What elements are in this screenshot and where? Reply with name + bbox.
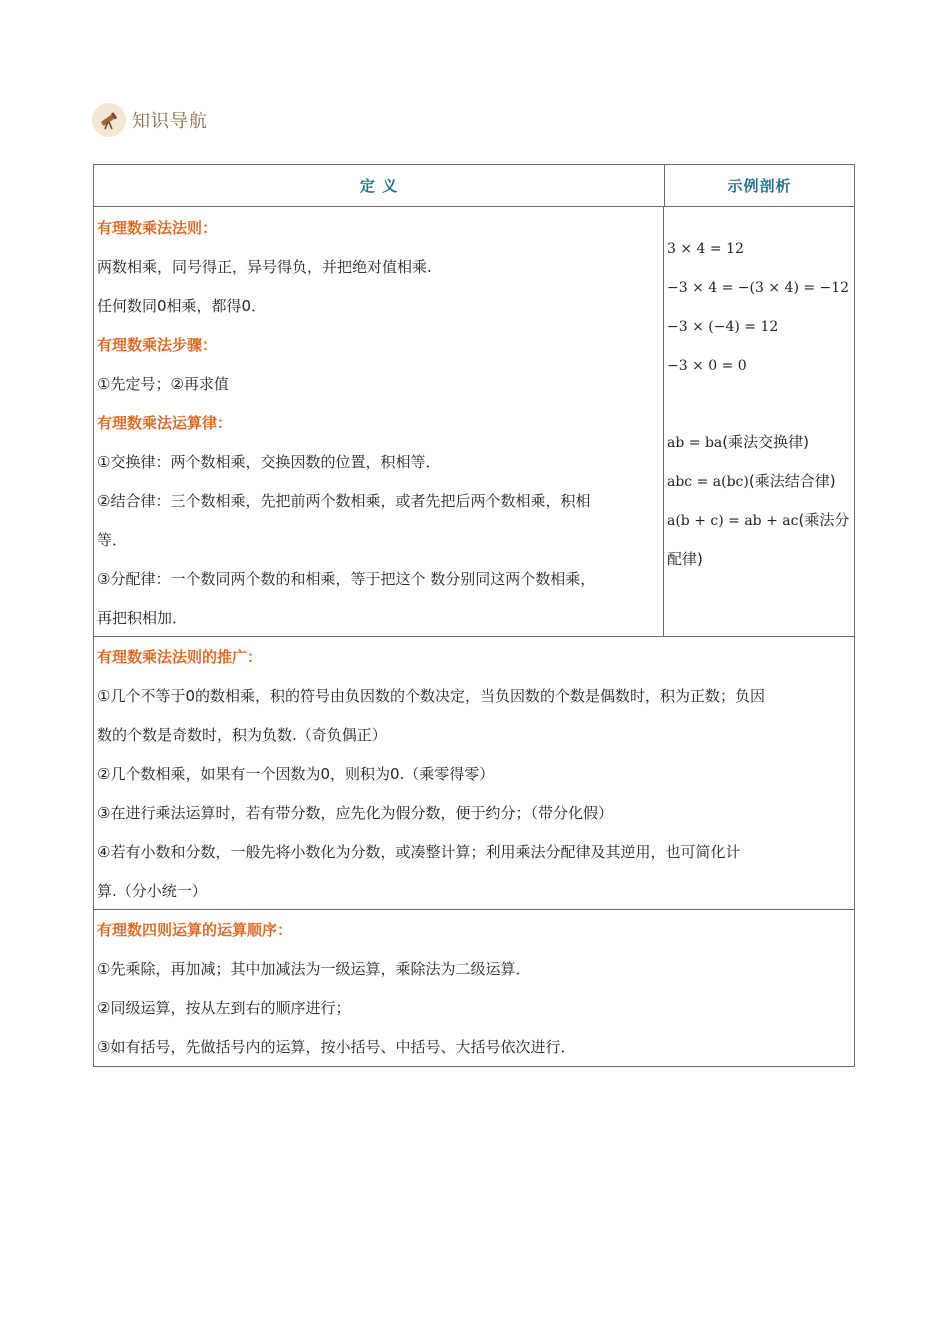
example-line xyxy=(667,540,851,579)
text-line: ③在进行乘法运算时，若有带分数，应先化为假分数，便于约分；（带分化假） xyxy=(97,804,613,822)
text-line: ①先定号；②再求值 xyxy=(97,375,229,393)
definition-header: 定 义 xyxy=(359,177,399,195)
text-line: 任何数同0相乘，都得0． xyxy=(97,297,267,315)
text-line: 数的个数是奇数时，积为负数.（奇负偶正） xyxy=(97,726,387,744)
example-law-label: (乘法结合律) xyxy=(748,472,836,490)
example-header: 示例剖析 xyxy=(727,177,792,195)
example-formula: −3 × 4 = −(3 × 4) = −12 xyxy=(667,280,850,296)
text-line: ①交换律：两个数相乘，交换因数的位置，积相等． xyxy=(97,453,441,471)
example-formula: −3 × (−4) = 12 xyxy=(667,319,779,335)
section-heading: 有理数乘法法则的推广： xyxy=(97,648,263,666)
example-line xyxy=(667,501,851,540)
example-line xyxy=(667,423,851,462)
example-formula: −3 × 0 = 0 xyxy=(667,358,747,374)
example-law-label: 配律) xyxy=(667,550,703,568)
text-line: ③如有括号，先做括号内的运算，按小括号、中括号、大括号依次进行． xyxy=(97,1038,576,1056)
text-line: 再把积相加． xyxy=(97,609,188,627)
example-cell xyxy=(664,207,854,636)
section-heading: 有理数乘法运算律： xyxy=(97,414,233,432)
text-line: 等． xyxy=(97,531,128,549)
example-line xyxy=(667,385,851,423)
example-line xyxy=(667,307,851,346)
section-header xyxy=(92,102,208,138)
table-row-multiplication-rules xyxy=(94,207,854,637)
example-formula: ab = ba xyxy=(667,435,723,451)
section-title: 知识导航 xyxy=(132,111,208,132)
text-line: ②几个数相乘，如果有一个因数为0，则积为0.（乘零得零） xyxy=(97,765,495,783)
example-line xyxy=(667,346,851,385)
table-header-row xyxy=(94,165,854,207)
example-formula: abc = a(bc) xyxy=(667,474,749,490)
text-line: ②同级运算，按从左到右的顺序进行； xyxy=(97,999,351,1017)
example-line xyxy=(667,462,851,501)
definition-header-cell xyxy=(94,165,665,206)
text-line: 算.（分小统一） xyxy=(97,882,207,900)
text-line: ①几个不等于0的数相乘，积的符号由负因数的个数决定，当负因数的个数是偶数时，积为正数；负因 xyxy=(97,687,765,705)
example-header-cell xyxy=(665,165,854,206)
table-row-rule-extension xyxy=(94,637,854,910)
text-line: ①先乘除，再加减；其中加减法为一级运算，乘除法为二级运算． xyxy=(97,960,531,978)
example-formula: 3 × 4 = 12 xyxy=(667,241,744,257)
example-line xyxy=(667,229,851,268)
telescope-icon xyxy=(92,103,126,137)
example-formula: a(b + c) = ab + ac xyxy=(667,513,799,529)
section-heading: 有理数四则运算的运算顺序： xyxy=(97,921,293,939)
section-heading: 有理数乘法法则： xyxy=(97,219,218,237)
example-law-label: (乘法分 xyxy=(798,511,850,529)
section-heading: 有理数乘法步骤： xyxy=(97,336,218,354)
knowledge-table xyxy=(93,164,855,1067)
example-law-label: (乘法交换律) xyxy=(722,433,809,451)
text-line: ④若有小数和分数，一般先将小数化为分数，或凑整计算；利用乘法分配律及其逆用，也可简化计 xyxy=(97,843,741,861)
text-line: ③分配律：一个数同两个数的和相乘，等于把这个 数分别同这两个数相乘， xyxy=(97,570,596,588)
text-line: ②结合律：三个数相乘，先把前两个数相乘，或者先把后两个数相乘，积相 xyxy=(97,492,591,510)
table-row-operation-order xyxy=(94,910,854,1066)
text-line: 两数相乘，同号得正，异号得负，并把绝对值相乘. xyxy=(97,258,432,276)
definition-cell xyxy=(94,207,664,636)
example-line xyxy=(667,268,851,307)
